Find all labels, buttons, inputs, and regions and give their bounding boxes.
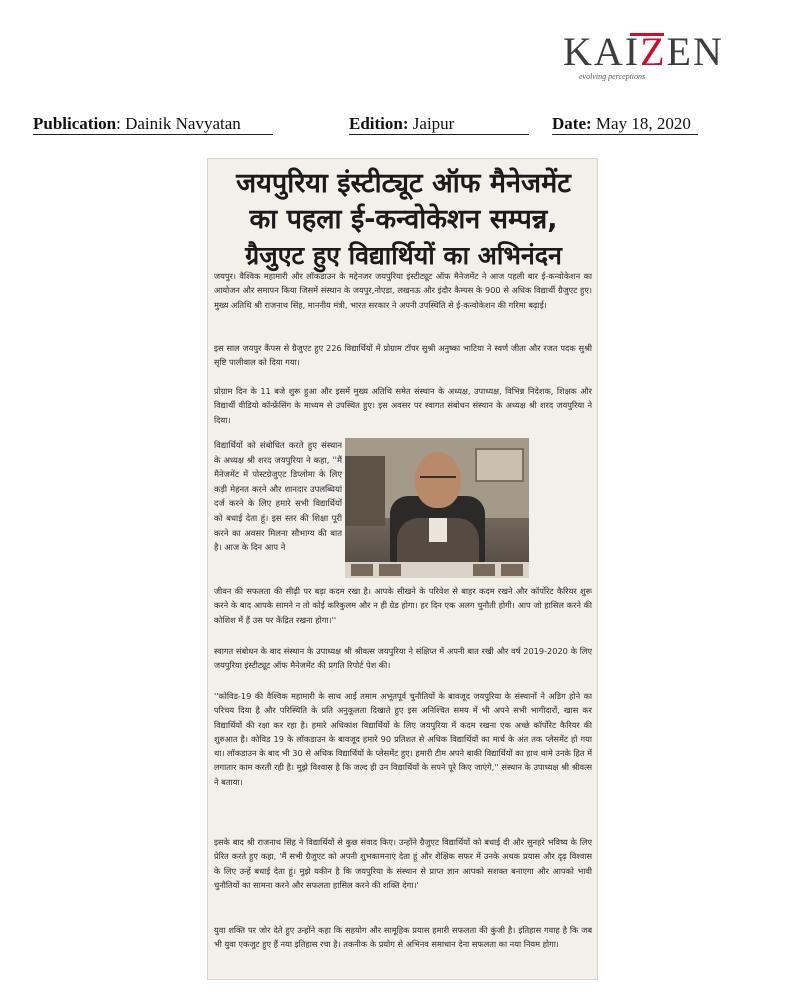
edition-underline xyxy=(349,134,529,135)
headline-line-2: का पहला ई-कन्वोकेशन सम्पन्न, xyxy=(249,204,558,235)
publication-label: Publication xyxy=(33,114,117,133)
paragraph-4: विद्यार्थियों को संबोधित करते हुए संस्थान के अध्यक्ष श्री शरद जयपुरिया ने कहा, ''मैं मैनेजमेंट में पोस्टग्रेजुएट डिप्लोमा के लिए कड़ी मेहनत करने और शानदार उपलब्धियां दर्ज करने के लिए हमारे सभी विद्यार्थियों को बधाई देता हूं। इस स्तर की शिक्षा पूरी करने का अवसर मिलना सौभाग्य की बात है। आज के दिन आप ने xyxy=(214,440,342,553)
edition xyxy=(349,114,454,134)
paragraph-8: इसके बाद श्री राजनाथ सिंह ने विद्यार्थियों से कुछ संवाद किए। उन्होंने ग्रैजुएट विद्यार्थियों को बधाई दी और सुनहरे भविष्य के लिए प्रेरित करते हुए कहा, 'मैं सभी ग्रैजुएट को अपनी शुभकामनाएं देता हूं और शैक्षिक सफर में उनके अथक प्रयास और दृढ़ विश्वास के लिए उन्हें बधाई देता हूं। मुझे यकीन है कि जयपुरिया के संस्थान से प्राप्त ज्ञान आपको सशक्त बनाएगा और आपको भावी चुनौतियों का सामना करने और सफलता हासिल करने की शक्ति देगा।' xyxy=(214,837,592,890)
paragraph-2: इस साल जयपुर कैंपस से ग्रैजुएट हुए 226 विद्यार्थियों में प्रोग्राम टॉपर सुश्री अनुष्का भाटिया ने स्वर्ण जीता और रजत पदक सुश्री सृष्टि पालीवाल को दिया गया। xyxy=(214,343,592,368)
paragraph-5: जीवन की सफलता की सीढ़ी पर बड़ा कदम रखा है। आपके सीखने के परिवेश से बाहर कदम रखने और कॉर्पोरेट कैरियर शुरू करने के बाद आपके सामने न तो कोई करिकुलम और न ही ग्रेड होगा। हर दिन एक अलग चुनौती होगी। आप जो हासिल करने की कोशिश में हैं उस पर केंद्रित रखना होगा।'' xyxy=(214,586,592,625)
logo-wordmark: KAIZEN xyxy=(563,29,724,74)
headline-line-1: जयपुरिया इंस्टीट्यूट ऑफ मैनेजमेंट xyxy=(236,168,571,199)
edition-value: Jaipur xyxy=(408,114,455,133)
publication-meta xyxy=(0,114,800,138)
edition-label: Edition: xyxy=(349,114,409,133)
paragraph-9: युवा शक्ति पर जोर देते हुए उन्होंने कहा कि सहयोग और सामूहिक प्रयास हमारी सफलता की कुंजी है। इतिहास गवाह है कि जब भी युवा एकजुट हुए हैं नया इतिहास रचा है। तकनीक के प्रयोग से अभिनव समाधान देना सफलता का नया नियम होगा। xyxy=(214,925,592,950)
publication-value: : Dainik Navyatan xyxy=(116,114,241,133)
paragraph-6: स्वागत संबोधन के बाद संस्थान के उपाध्यक्ष श्री श्रीवत्स जयपुरिया ने संक्षिप्त में अपनी बात रखी और वर्ष 2019-2020 के लिए जयपुरिया इंस्टीट्यूट ऑफ मैनेजमेंट की प्रगति रिपोर्ट पेश की। xyxy=(214,646,592,671)
speaker-photo xyxy=(345,438,529,578)
date-value: May 18, 2020 xyxy=(591,114,691,133)
newspaper-clipping xyxy=(207,158,598,980)
kaizen-logo xyxy=(563,30,723,82)
paragraph-1: जयपुर। वैश्विक महामारी और लॉकडाउन के मद्देनजर जयपुरिया इंस्टीट्यूट ऑफ मैनेजमेंट ने आज पहली बार ई-कन्वोकेशन का आयोजन और समापन किया जिसमें संस्थान के जयपुर,नोएडा, लखनऊ और इंदौर कैम्पस के 900 से अधिक विद्यार्थी ग्रैजुएट हुए। मुख्य अतिथि श्री राजनाथ सिंह, माननीय मंत्री, भारत सरकार ने अपनी उपस्थिति से ई-कन्वोकेशन की गरिमा बढ़ाई। xyxy=(214,271,592,310)
headline-line-3: ग्रैजुएट हुए विद्यार्थियों का अभिनंदन xyxy=(245,241,562,270)
publication xyxy=(33,114,241,134)
publication-underline xyxy=(33,134,273,135)
date-underline xyxy=(552,134,698,135)
paragraph-3: प्रोग्राम दिन के 11 बजे शुरू हुआ और इसमें मुख्य अतिथि समेत संस्थान के अध्यक्ष, उपाध्यक्ष, विभिन्न निदेशक, शिक्षक और विद्यार्थी वीडियो कॉन्फ्रेंसिंग के माध्यम से उपस्थित हुए। इस अवसर पर स्वागत संबोधन संस्थान के अध्यक्ष श्री शरद जयपुरिया ने दिया। xyxy=(214,386,592,425)
logo-tagline: evolving perceptions xyxy=(579,72,646,81)
paragraph-7: ''कोविड-19 की वैश्विक महामारी के साथ आईं तमाम अभूतपूर्व चुनौतियों के बावजूद जयपुरिया के संस्थानों ने अडिग होने का परिचय दिया है और परिस्थिति के प्रति अनुकूलता दिखाते हुए इस अनिश्चित समय में भी अपने सभी भागीदारों, खास कर विद्यार्थियों की रक्षा कर रहा है। हमारे अधिकांश विद्यार्थियों के लिए जयपुरिया में कदम रखना एक अच्छे कॉर्पोरेट कैरियर की शुरुआत है। कोविड 19 के लॉकडाउन के बावजूद हमारे 90 प्रतिशत से अधिक विद्यार्थियों का मार्च के अंत तक प्लेसमेंट हो गया था। लॉकडाउन के बाद भी 30 से अधिक विद्यार्थियों के प्लेसमेंट हुए। हमारी टीम अपने बाकी विद्यार्थियों का हाथ थामे उनके हित में लगातार काम करती रही है। मुझे विश्वास है कि जल्द ही उन विद्यार्थियों के सपने पूरे किए जाएंगे,'' संस्थान के उपाध्यक्ष श्री श्रीवत्स ने बताया। xyxy=(214,691,592,787)
date xyxy=(552,114,691,134)
date-label: Date: xyxy=(552,114,592,133)
